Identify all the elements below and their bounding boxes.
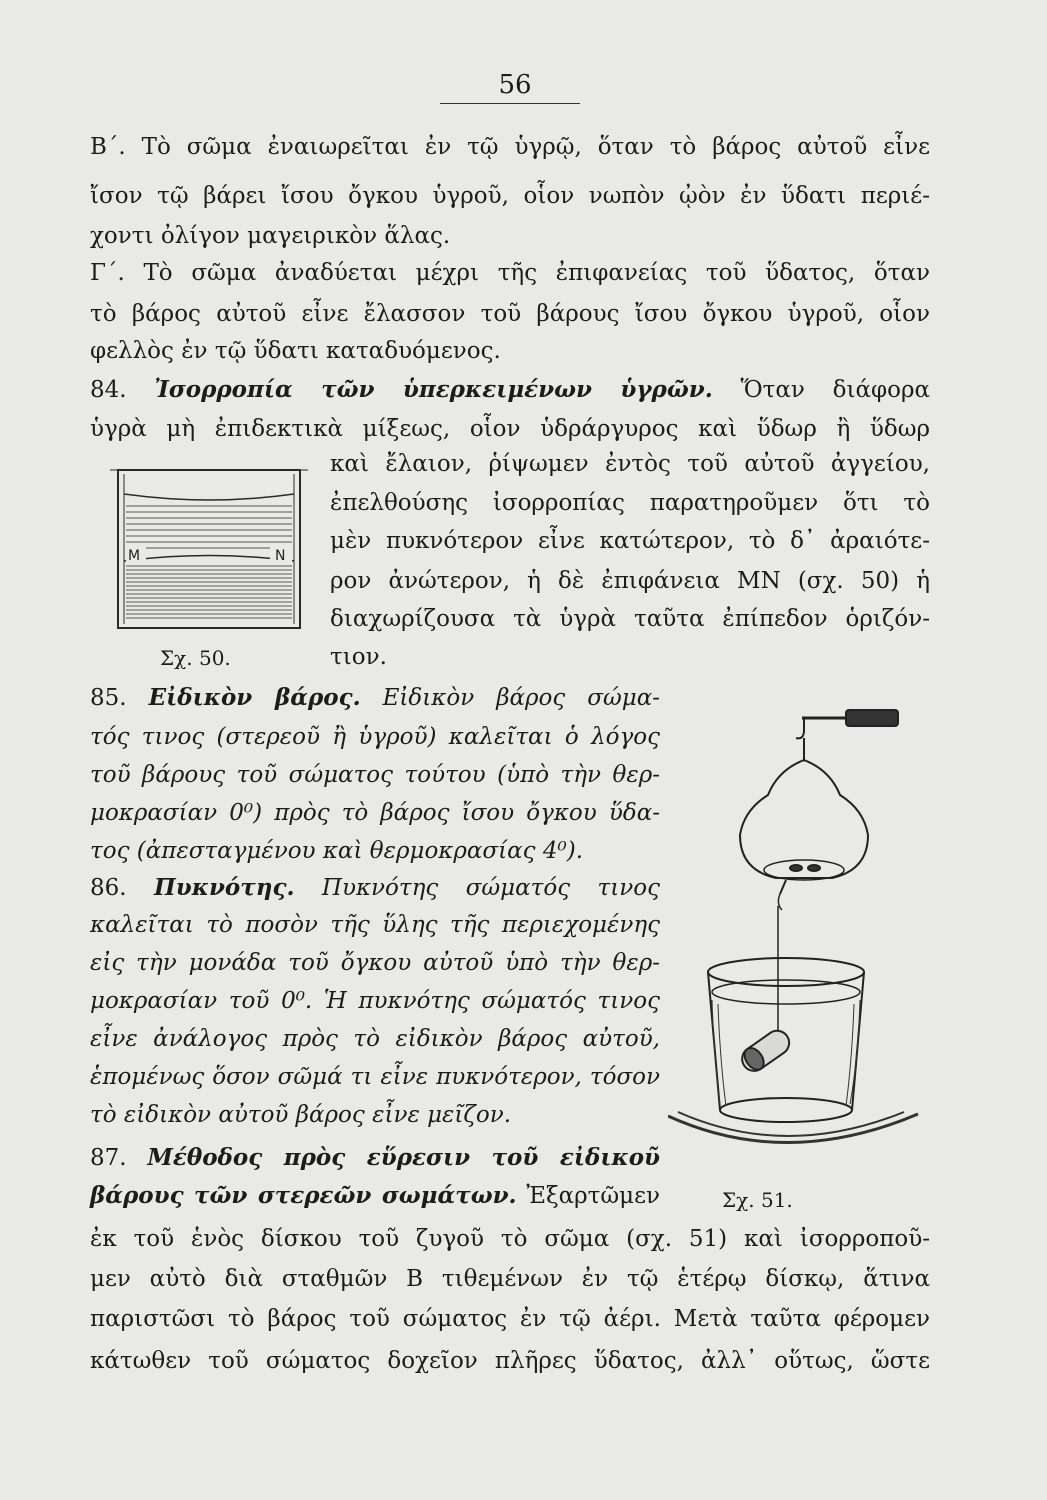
sec84-line-6: ρον ἀνώτερον, ἡ δὲ ἐπιφάνεια ΜΝ (σχ. 50) ἡ — [330, 568, 930, 594]
sec87-line-4: μεν αὐτὸ διὰ σταθμῶν Β τιθεμένων ἐν τῷ ἑτέρῳ δίσκῳ, ἅτινα — [90, 1266, 930, 1292]
para-g-line-1: Γ΄. Τὸ σῶμα ἀναδύεται μέχρι τῆς ἐπιφανείας τοῦ ὕδατος, ὅταν — [90, 260, 930, 286]
sec86-line-3: εἰς τὴν μονάδα τοῦ ὄγκου αὐτοῦ ὑπὸ τὴν θερ- — [90, 950, 660, 976]
table-shadow — [668, 1114, 918, 1143]
figure-51-apparatus — [668, 700, 930, 1178]
sec85-line-1 — [90, 686, 660, 710]
sec84-line-1-rest: Ὅταν διάφορα — [740, 377, 931, 403]
sec84-line-8: τιον. — [330, 644, 387, 670]
sec86-line-2: καλεῖται τὸ ποσὸν τῆς ὕλης τῆς περιεχομένης — [90, 912, 660, 938]
sec85-line-4: μοκρασίαν 0⁰) πρὸς τὸ βάρος ἴσου ὄγκου ὕδα- — [90, 800, 660, 826]
sec86-line-5: εἶνε ἀνάλογος πρὸς τὸ εἰδικὸν βάρος αὐτοῦ, — [90, 1026, 660, 1052]
balance-hook — [796, 718, 804, 738]
para-b-line-2: ἴσον τῷ βάρει ἴσου ὄγκου ὑγροῦ, οἷον νωπὸν ᾠὸν ἐν ὕδατι περιέ- — [90, 183, 930, 209]
sec85-number: 85. — [90, 685, 127, 711]
beaker-base — [720, 1098, 852, 1122]
interface-surface — [124, 556, 294, 562]
sec84-line-1 — [90, 378, 930, 402]
sec84-title: Ἰσορροπία τῶν ὑπερκειμένων ὑγρῶν. — [154, 376, 713, 403]
sec86-line-6: ἑπομένως ὅσον σῶμά τι εἶνε πυκνότερον, τόσον — [90, 1064, 660, 1090]
sec84-number: 84. — [90, 377, 127, 403]
sec87-line-3: ἐκ τοῦ ἑνὸς δίσκου τοῦ ζυγοῦ τὸ σῶμα (σχ. 51) καὶ ἰσορροποῦ- — [90, 1226, 930, 1252]
label-m: M — [128, 548, 141, 564]
sec87-line-6: κάτωθεν τοῦ σώματος δοχεῖον πλῆρες ὕδατος, ἀλλ᾽ οὕτως, ὥστε — [90, 1348, 930, 1374]
sec85-title: Εἰδικὸν βάρος. — [148, 684, 361, 711]
sec84-line-2: ὑγρὰ μὴ ἐπιδεκτικὰ μίξεως, οἷον ὑδράργυρος καὶ ὕδωρ ἢ ὕδωρ — [90, 416, 930, 442]
sec87-title-1: Μέθοδος πρὸς εὕρεσιν τοῦ εἰδικοῦ — [147, 1144, 660, 1171]
water-surface — [712, 980, 860, 1004]
sec85-line-3: τοῦ βάρους τοῦ σώματος τούτου (ὑπὸ τὴν θερ- — [90, 762, 660, 788]
balance-weight — [846, 710, 898, 726]
page-number-rule — [440, 103, 580, 104]
para-b-line-1: Β΄. Τὸ σῶμα ἐναιωρεῖται ἐν τῷ ὑγρῷ, ὅταν τὸ βάρος αὐτοῦ εἶνε — [90, 134, 930, 160]
sec87-line-2 — [90, 1184, 660, 1208]
sec84-line-5: μὲν πυκνότερον εἶνε κατώτερον, τὸ δ᾽ ἀραιότε- — [330, 528, 930, 554]
page-number: 56 — [498, 70, 532, 100]
beaker-rim — [708, 958, 864, 986]
sec86-line-1 — [90, 876, 660, 900]
sec87-line-1 — [90, 1146, 660, 1170]
para-g-line-3: φελλὸς ἐν τῷ ὕδατι καταδυόμενος. — [90, 338, 501, 364]
label-n: N — [275, 548, 286, 564]
sec87-number: 87. — [90, 1145, 127, 1171]
figure-50-vessel — [110, 460, 310, 640]
sec85-line-2: τός τινος (στερεοῦ ἢ ὑγροῦ) καλεῖται ὁ λόγος — [90, 724, 660, 750]
sec87-line-5: παριστῶσι τὸ βάρος τοῦ σώματος ἐν τῷ ἀέρι. Μετὰ ταῦτα φέρομεν — [90, 1306, 930, 1332]
sec85-line-1-rest: Εἰδικὸν βάρος σώμα- — [382, 685, 661, 711]
sec86-line-7: τὸ εἰδικὸν αὐτοῦ βάρος εἶνε μεῖζον. — [90, 1102, 512, 1128]
sec86-title: Πυκνότης. — [154, 874, 295, 901]
sec86-line-1-rest: Πυκνότης σώματός τινος — [321, 875, 660, 901]
figure-51-caption: Σχ. 51. — [722, 1188, 793, 1212]
para-g-line-2: τὸ βάρος αὐτοῦ εἶνε ἔλασσον τοῦ βάρους ἴσου ὄγκου ὑγροῦ, οἷον — [90, 301, 930, 327]
para-b-line-3: χοντι ὀλίγον μαγειρικὸν ἅλας. — [90, 223, 451, 249]
figure-50-caption: Σχ. 50. — [160, 646, 231, 670]
upper-liquid-surface — [124, 494, 294, 500]
sec85-line-5: τος (ἀπεσταγμένου καὶ θερμοκρασίας 4⁰). — [90, 838, 584, 864]
sec86-number: 86. — [90, 875, 127, 901]
sec84-line-3: καὶ ἔλαιον, ῥίψωμεν ἐντὸς τοῦ αὐτοῦ ἀγγείου, — [330, 451, 930, 477]
sec86-line-4: μοκρασίαν τοῦ 0⁰. Ἡ πυκνότης σώματός τινος — [90, 988, 660, 1014]
sec87-line-2-rest: Ἐξαρτῶμεν — [526, 1183, 660, 1209]
sec87-title-2: βάρους τῶν στερεῶν σωμάτων. — [90, 1182, 517, 1209]
sec84-line-4: ἐπελθούσης ἰσορροπίας παρατηροῦμεν ὅτι τὸ — [330, 490, 930, 516]
sec84-line-7: διαχωρίζουσα τὰ ὑγρὰ ταῦτα ἐπίπεδον ὁριζόν- — [330, 606, 930, 632]
